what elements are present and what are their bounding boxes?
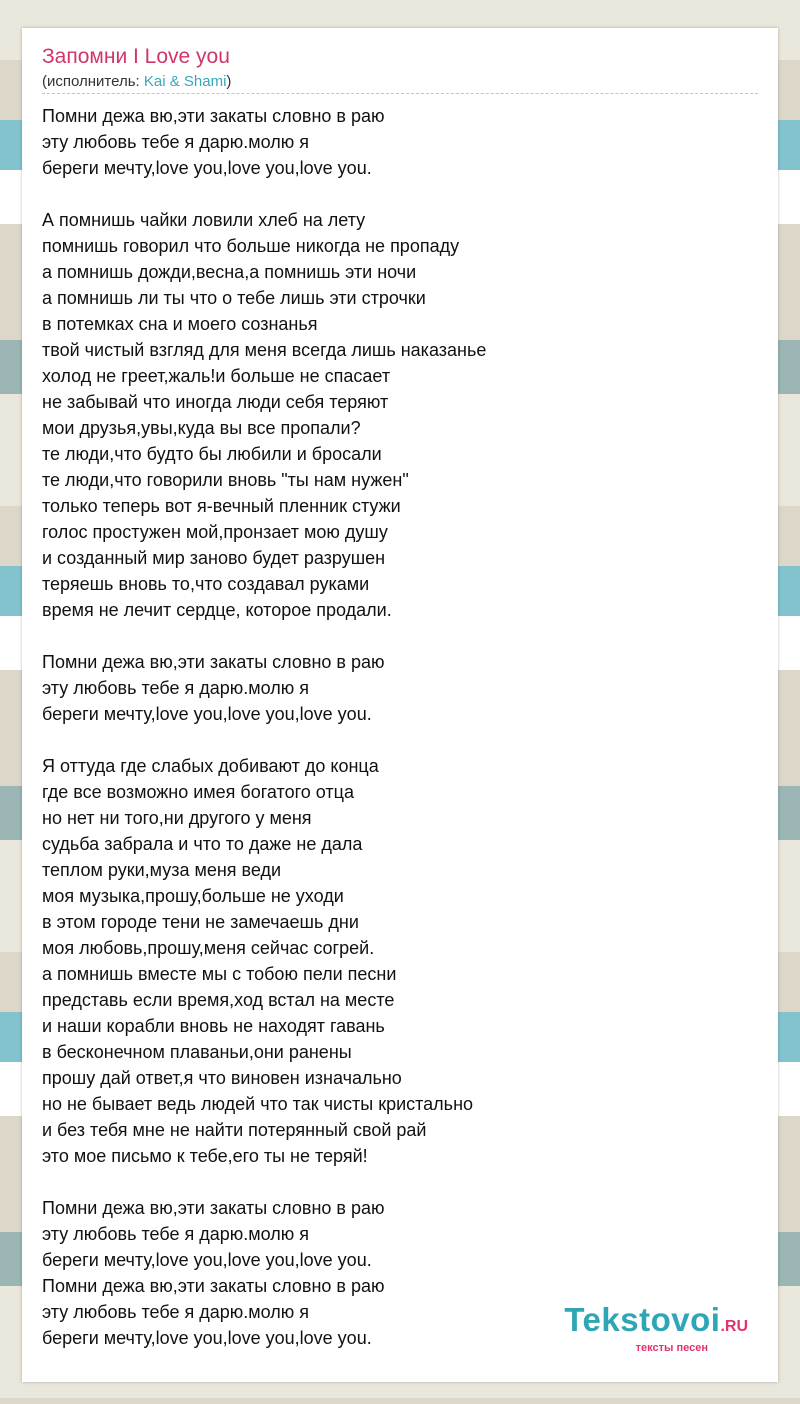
lyrics-stanza	[42, 103, 758, 181]
lyrics-line: холод не греет,жаль!и больше не спасает	[42, 366, 391, 386]
lyrics-line: помнишь говорил что больше никогда не пропаду	[42, 236, 460, 256]
lyrics-line: в потемках сна и моего сознанья	[42, 314, 318, 334]
lyrics-stanza	[42, 649, 758, 727]
logo-subtitle: тексты песен	[635, 1342, 708, 1354]
lyrics-body	[42, 103, 758, 1351]
lyrics-line: и созданный мир заново будет разрушен	[42, 548, 386, 568]
lyrics-stanza	[42, 753, 758, 1169]
lyrics-line: а помнишь ли ты что о тебе лишь эти строчки	[42, 288, 426, 308]
lyrics-line: это мое письмо к тебе,его ты не теряй!	[42, 1146, 368, 1166]
lyrics-line: в бесконечном плаваньи,они ранены	[42, 1042, 352, 1062]
lyrics-line: Помни дежа вю,эти закаты словно в раю	[42, 652, 385, 672]
logo-tld: .RU	[720, 1318, 748, 1335]
lyrics-line: представь если время,ход встал на месте	[42, 990, 395, 1010]
lyrics-line: Помни дежа вю,эти закаты словно в раю	[42, 106, 385, 126]
lyrics-line: береги мечту,love you,love you,love you.	[42, 1250, 372, 1270]
title-divider	[42, 93, 758, 94]
lyrics-line: и наши корабли вновь не находят гавань	[42, 1016, 385, 1036]
lyrics-line: береги мечту,love you,love you,love you.	[42, 704, 372, 724]
lyrics-line: где все возможно имея богатого отца	[42, 782, 354, 802]
lyrics-card	[22, 28, 778, 1382]
lyrics-line: А помнишь чайки ловили хлеб на лету	[42, 210, 366, 230]
lyrics-line: моя музыка,прошу,больше не уходи	[42, 886, 344, 906]
lyrics-line: те люди,что говорили вновь "ты нам нужен"	[42, 470, 409, 490]
performer-link[interactable]: Kai & Shami	[143, 73, 227, 90]
lyrics-line: а помнишь дожди,весна,а помнишь эти ночи	[42, 262, 417, 282]
song-title: Запомни I Love you	[42, 45, 230, 68]
logo-main-text: Tekstovoi	[564, 1301, 721, 1338]
lyrics-line: теряешь вновь то,что создавал руками	[42, 574, 370, 594]
lyrics-line: только теперь вот я-вечный пленник стужи	[42, 496, 401, 516]
performer-suffix: )	[226, 73, 232, 90]
lyrics-line: теплом руки,муза меня веди	[42, 860, 282, 880]
lyrics-line: но не бывает ведь людей что так чисты кристально	[42, 1094, 474, 1114]
logo-wordmark[interactable]	[564, 1303, 748, 1344]
lyrics-line: судьба забрала и что то даже не дала	[42, 834, 363, 854]
lyrics-line: твой чистый взгляд для меня всегда лишь наказанье	[42, 340, 487, 360]
lyrics-line: а помнишь вместе мы с тобою пели песни	[42, 964, 397, 984]
lyrics-line: Я оттуда где слабых добивают до конца	[42, 756, 379, 776]
lyrics-line: эту любовь тебе я дарю.молю я	[42, 1302, 309, 1322]
lyrics-line: эту любовь тебе я дарю.молю я	[42, 132, 309, 152]
lyrics-line: те люди,что будто бы любили и бросали	[42, 444, 382, 464]
lyrics-line: голос простужен мой,пронзает мою душу	[42, 522, 388, 542]
lyrics-line: Помни дежа вю,эти закаты словно в раю	[42, 1276, 385, 1296]
performer-prefix: (исполнитель:	[42, 73, 144, 90]
lyrics-stanza	[42, 207, 758, 623]
lyrics-line: эту любовь тебе я дарю.молю я	[42, 678, 309, 698]
lyrics-line: мои друзья,увы,куда вы все пропали?	[42, 418, 361, 438]
performer-line	[42, 72, 758, 92]
lyrics-line: время не лечит сердце, которое продали.	[42, 600, 392, 620]
lyrics-line: эту любовь тебе я дарю.молю я	[42, 1224, 309, 1244]
lyrics-line: береги мечту,love you,love you,love you.	[42, 1328, 372, 1348]
lyrics-line: не забывай что иногда люди себя теряют	[42, 392, 389, 412]
lyrics-line: моя любовь,прошу,меня сейчас согрей.	[42, 938, 375, 958]
site-logo[interactable]	[564, 1303, 748, 1354]
lyrics-line: в этом городе тени не замечаешь дни	[42, 912, 359, 932]
lyrics-line: береги мечту,love you,love you,love you.	[42, 158, 372, 178]
lyrics-line: и без тебя мне не найти потерянный свой рай	[42, 1120, 427, 1140]
lyrics-line: прошу дай ответ,я что виновен изначально	[42, 1068, 402, 1088]
lyrics-line: Помни дежа вю,эти закаты словно в раю	[42, 1198, 385, 1218]
lyrics-line: но нет ни того,ни другого у меня	[42, 808, 312, 828]
